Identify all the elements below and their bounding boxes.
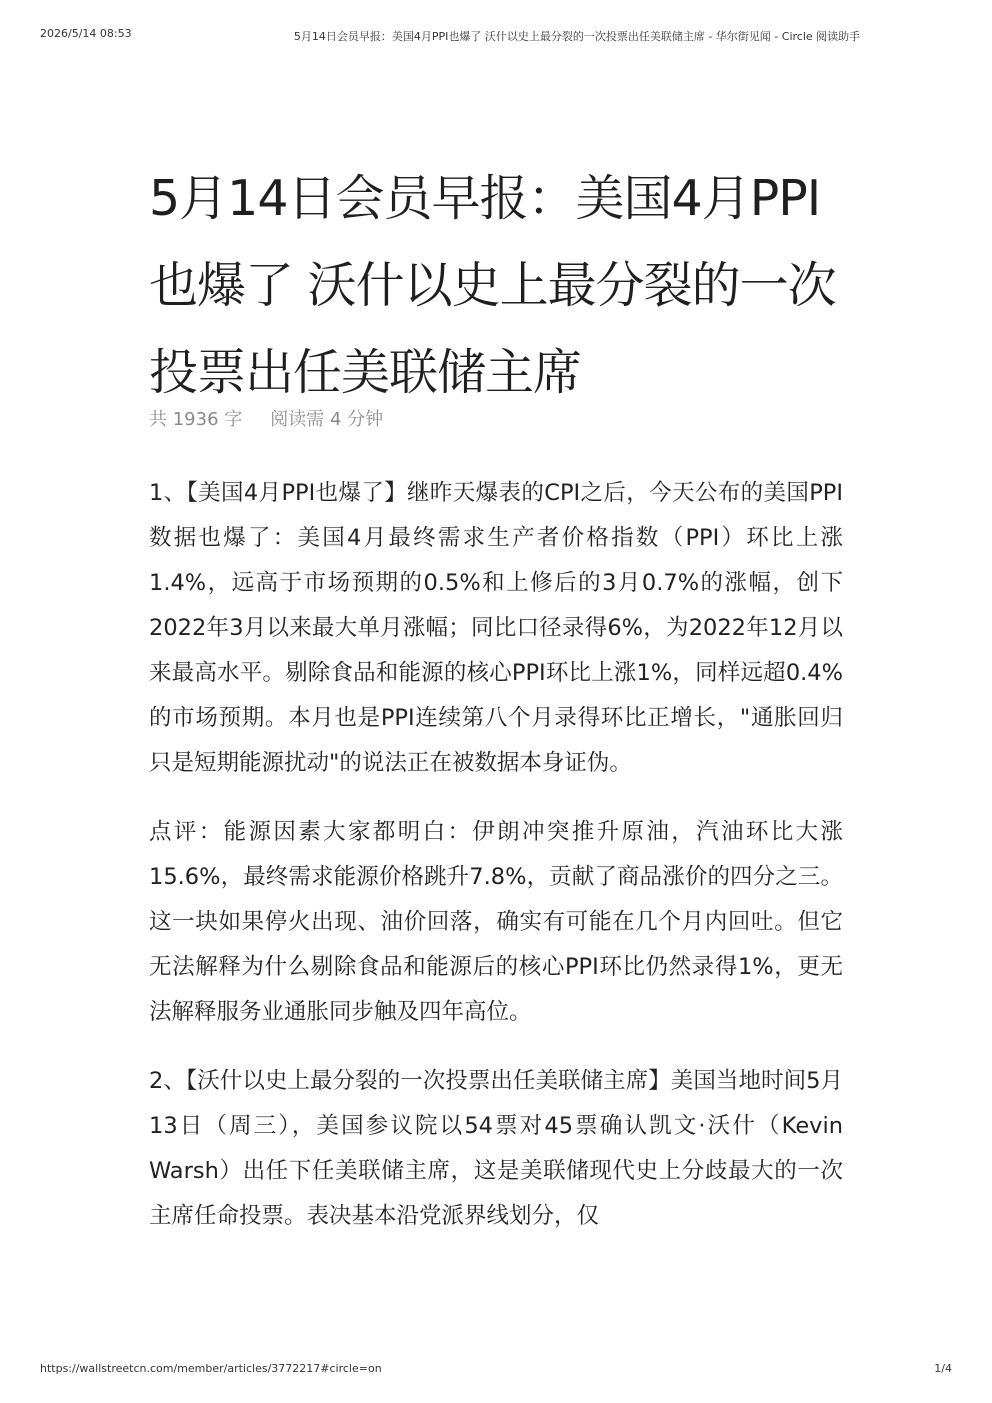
article-paragraph: 点评：能源因素大家都明白：伊朗冲突推升原油，汽油环比大涨15.6%，最终需求能源价格跳升7.8%，贡献了商品涨价的四分之三。这一块如果停火出现、油价回落，确实有可能在几个月内回吐。但它无法解释为什么剔除食品和能源后的核心PPI环比仍然录得1%，更无法解释服务业通胀同步触及四年高位。 [149, 819, 843, 1025]
print-url: https://wallstreetcn.com/member/articles/3772217#circle=on [40, 1362, 382, 1375]
print-header [0, 27, 992, 43]
read-time: 阅读需 4 分钟 [270, 409, 384, 430]
article-paragraph: 1、【美国4月PPI也爆了】继昨天爆表的CPI之后，今天公布的美国PPI数据也爆了：美国4月最终需求生产者价格指数（PPI）环比上涨1.4%，远高于市场预期的0.5%和上修后的3月0.7%的涨幅，创下2022年3月以来最大单月涨幅；同比口径录得6%，为2022年12月以来最高水平。剔除食品和能源的核心PPI环比上涨1%，同样远超0.4%的市场预期。本月也是PPI连续第八个月录得环比正增长，"通胀回归只是短期能源扰动"的说法正在被数据本身证伪。 [149, 480, 843, 776]
print-page-title: 5月14日会员早报：美国4月PPI也爆了 沃什以史上最分裂的一次投票出任美联储主席 - 华尔街见闻 - Circle 阅读助手 [293, 30, 861, 43]
page-number: 1/4 [934, 1362, 952, 1375]
word-count: 共 1936 字 [149, 409, 243, 430]
article-paragraph: 2、【沃什以史上最分裂的一次投票出任美联储主席】美国当地时间5月13日（周三），美国参议院以54票对45票确认凯文·沃什（Kevin Warsh）出任下任美联储主席，这是美联储现代史上分歧最大的一次主席任命投票。表决基本沿党派界线划分，仅 [149, 1068, 843, 1229]
print-datetime: 2026/5/14 08:53 [40, 27, 132, 40]
article-title: 5月14日会员早报：美国4月PPI也爆了 沃什以史上最分裂的一次投票出任美联储主席 [149, 170, 836, 401]
article [149, 155, 843, 1239]
print-footer [0, 1362, 992, 1378]
